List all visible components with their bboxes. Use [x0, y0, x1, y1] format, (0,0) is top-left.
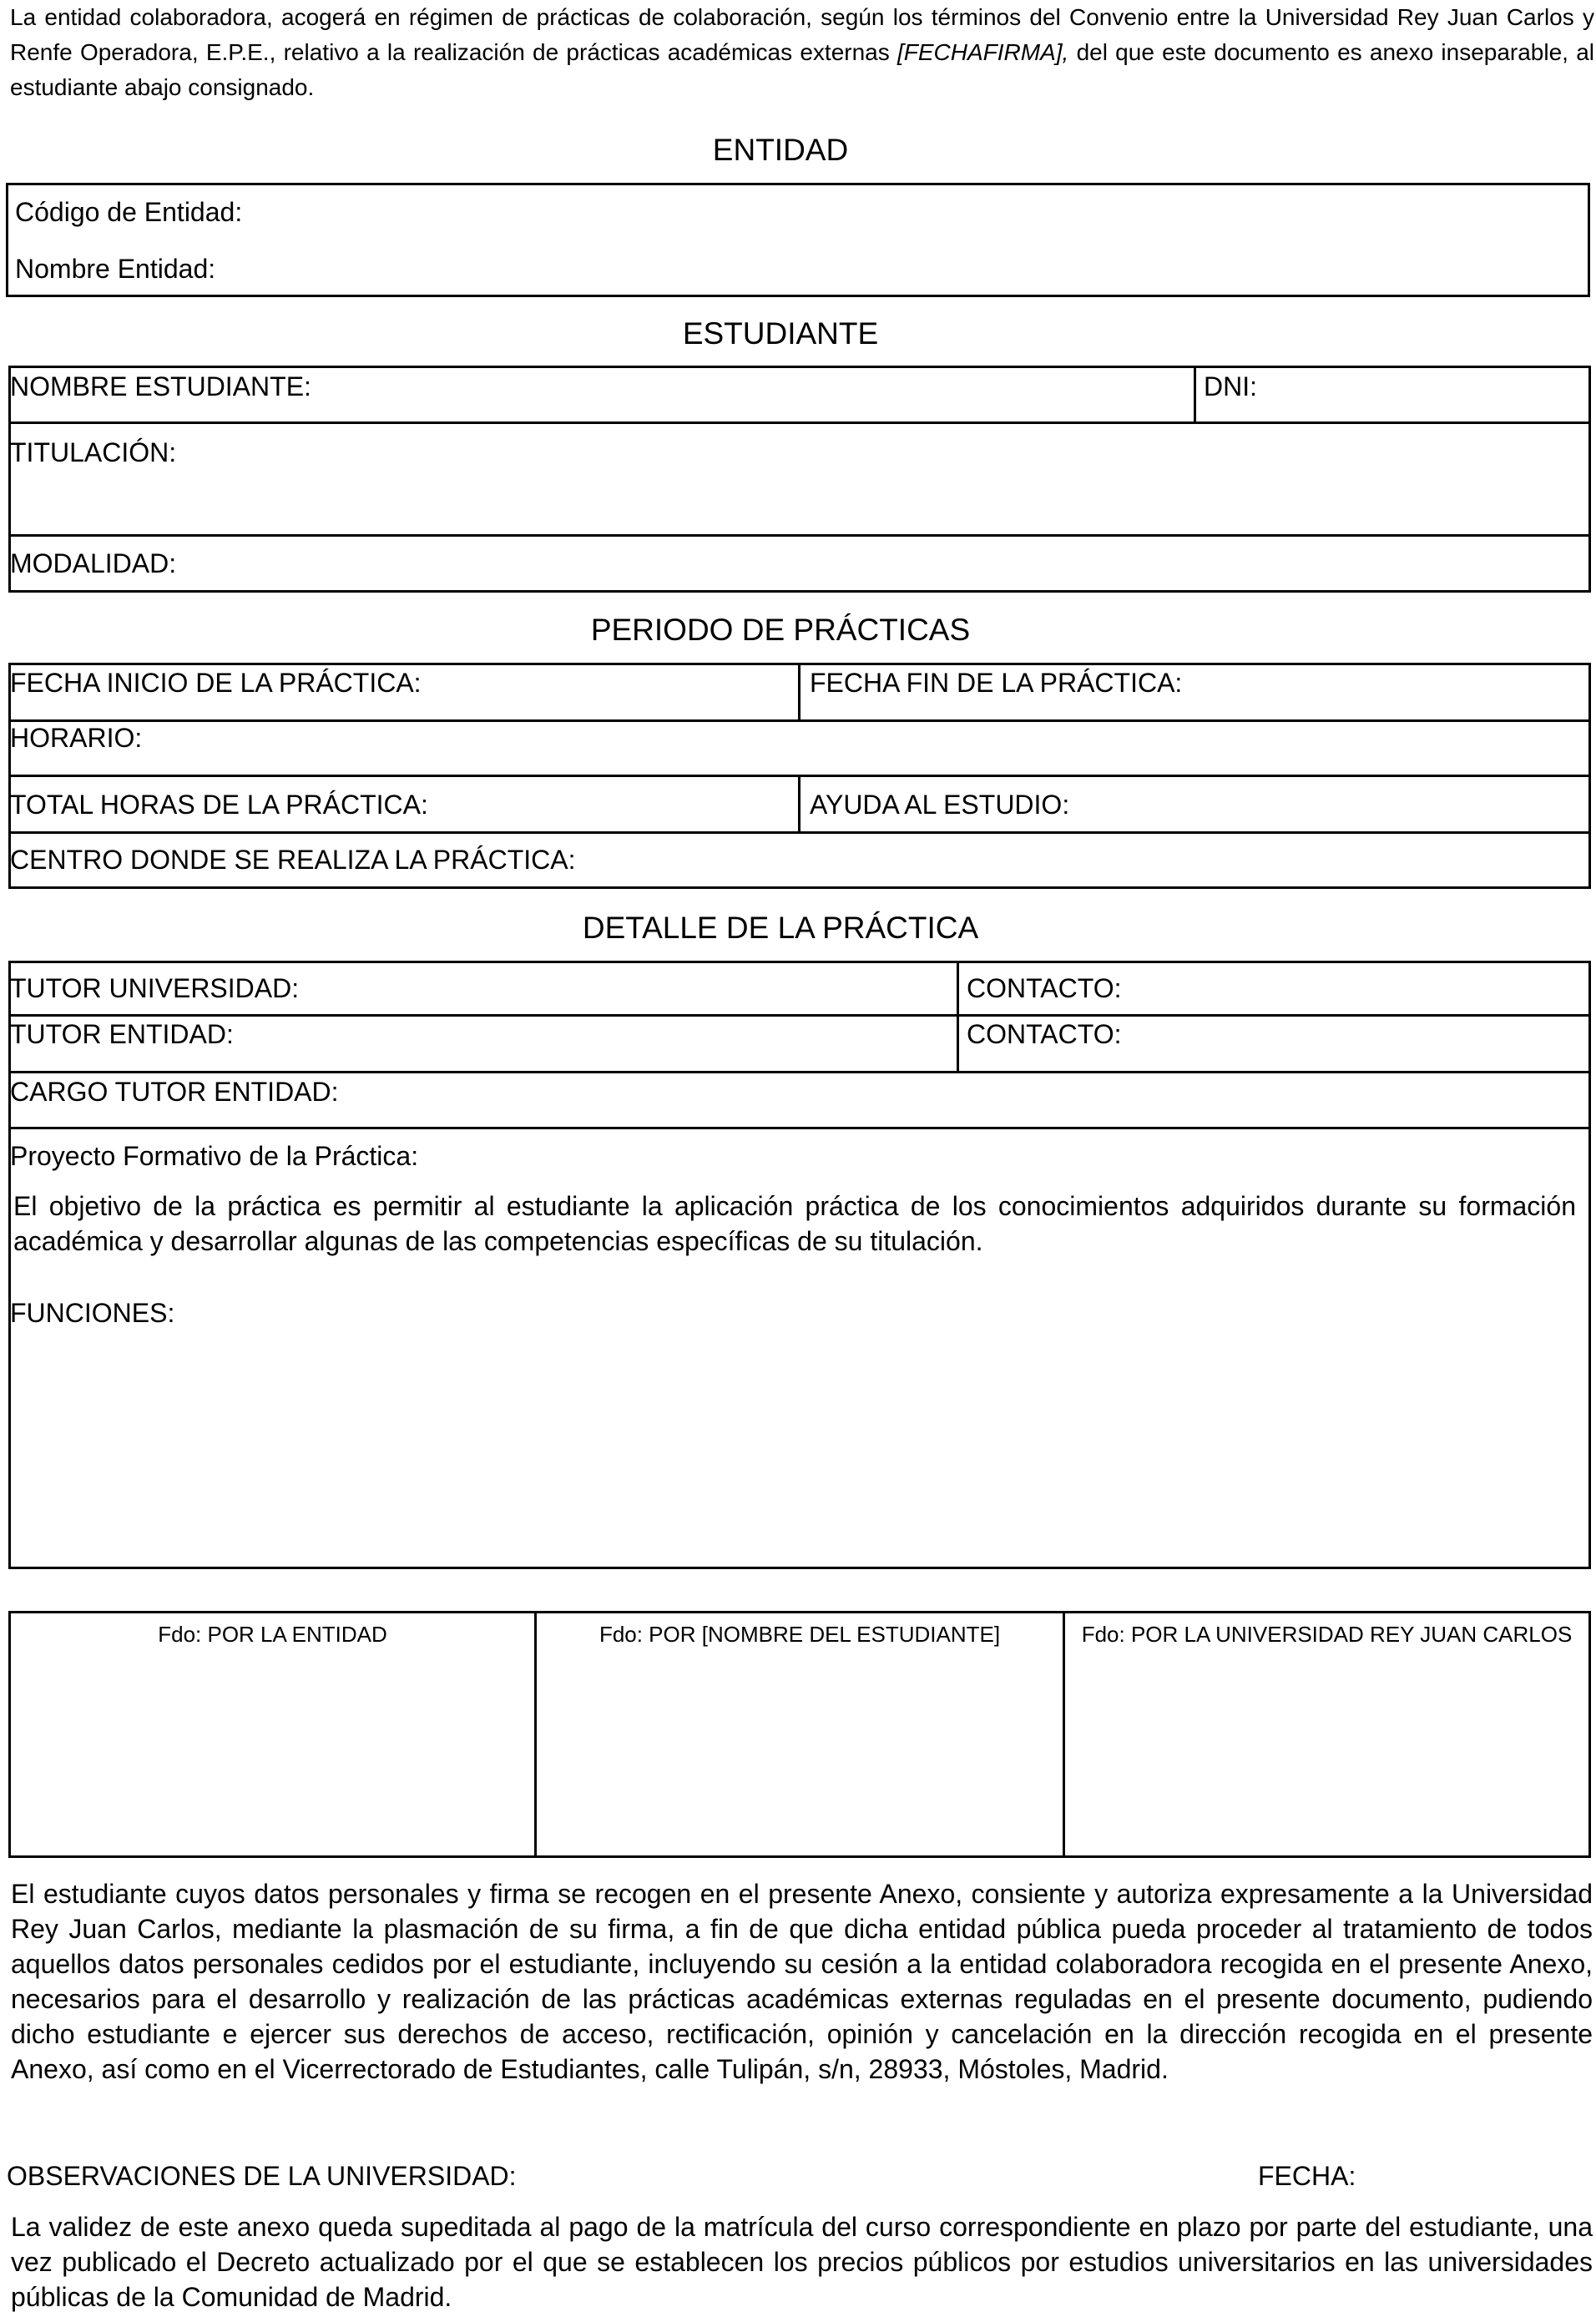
fecha-fin-label: FECHA FIN DE LA PRÁCTICA: — [810, 668, 1183, 698]
validez-text: La validez de este anexo queda supeditada al pago de la matrícula del curso correspondiente en plazo por parte del estudiante, una vez publicado el Decreto actualizado por el que se establecen los precios públicos por estudios universitarios en las universidades públicas de la Comunidad de Madrid. — [11, 2212, 1593, 2312]
periodo-row1-divider — [8, 719, 1591, 722]
funciones-label: FUNCIONES: — [10, 1298, 175, 1328]
detalle-row2-divider — [8, 1071, 1591, 1073]
contacto-universidad-label: CONTACTO: — [967, 973, 1122, 1003]
tutor-universidad-label: TUTOR UNIVERSIDAD: — [10, 973, 300, 1003]
periodo-row3-divider — [8, 831, 1591, 834]
firma-estudiante: Fdo: POR [NOMBRE DEL ESTUDIANTE] — [598, 1622, 1001, 1647]
entidad-box — [6, 183, 1590, 297]
consentimiento-text: El estudiante cuyos datos personales y firma se recogen en el presente Anexo, consiente y autoriza expresamente a la Universidad Rey Juan Carlos, mediante la plasmación de su firma, a fin de que dicha entidad pública pueda proceder al tratamiento de todos aquellos datos personales cedidos por el estudiante, incluyendo su cesión a la entidad colaboradora recogida en el presente Anexo, necesarios para el desarrollo y realización de las prácticas académicas externas reguladas en el presente documento, pudiendo dicho estudiante e ejercer sus derechos de acceso, rectificación, opinión y cancelación en la dirección recogida en el presente Anexo, así como en el Vicerrectorado de Estudiantes, calle Tulipán, s/n, 28933, Móstoles, Madrid. — [11, 1879, 1593, 2084]
intro-text-after: del que este documento es anexo inseparable, al estudiante abajo consignado. — [10, 39, 1594, 100]
periodo-heading: PERIODO DE PRÁCTICAS — [590, 613, 971, 647]
fecha-label: FECHA: — [1258, 2161, 1356, 2191]
codigo-entidad-label: Código de Entidad: — [15, 197, 243, 227]
entidad-heading: ENTIDAD — [712, 133, 849, 167]
estudiante-row1-divider — [8, 422, 1591, 424]
detalle-box — [8, 961, 1591, 1569]
nombre-estudiante-label: NOMBRE ESTUDIANTE: — [10, 371, 311, 401]
estudiante-heading: ESTUDIANTE — [682, 316, 879, 351]
centro-practica-label: CENTRO DONDE SE REALIZA LA PRÁCTICA: — [10, 845, 576, 875]
periodo-row3-divider-v — [798, 775, 801, 833]
periodo-row1-divider-v — [798, 663, 801, 721]
contacto-entidad-label: CONTACTO: — [967, 1019, 1122, 1049]
ayuda-estudio-label: AYUDA AL ESTUDIO: — [810, 790, 1070, 820]
firmas-box — [8, 1611, 1591, 1858]
firma-divider-1 — [534, 1611, 537, 1858]
cargo-tutor-label: CARGO TUTOR ENTIDAD: — [10, 1077, 339, 1107]
horario-label: HORARIO: — [10, 723, 143, 753]
modalidad-label: MODALIDAD: — [10, 548, 177, 578]
dni-label: DNI: — [1204, 371, 1257, 401]
fecha-inicio-label: FECHA INICIO DE LA PRÁCTICA: — [10, 668, 422, 698]
nombre-entidad-label: Nombre Entidad: — [15, 254, 216, 284]
dni-divider — [1194, 366, 1196, 423]
estudiante-row2-divider — [8, 534, 1591, 537]
tutor-entidad-label: TUTOR ENTIDAD: — [10, 1019, 234, 1049]
detalle-row1-divider — [8, 1014, 1591, 1017]
proyecto-formativo-label: Proyecto Formativo de la Práctica: — [10, 1141, 419, 1171]
fecha-firma-placeholder: [FECHAFIRMA], — [896, 39, 1069, 65]
firma-divider-2 — [1063, 1611, 1065, 1858]
firma-universidad: Fdo: POR LA UNIVERSIDAD REY JUAN CARLOS — [1081, 1622, 1573, 1647]
intro-paragraph — [10, 0, 1594, 105]
total-horas-label: TOTAL HORAS DE LA PRÁCTICA: — [10, 790, 428, 820]
observaciones-label: OBSERVACIONES DE LA UNIVERSIDAD: — [7, 2161, 517, 2191]
intro-text-before: La entidad colaboradora, acogerá en régimen de prácticas de colaboración, según los términos del Convenio entre la Universidad Rey Juan Carlos y Renfe Operadora, E.P.E., relativo a la realización de prácticas académicas externas — [10, 4, 1594, 65]
detalle-heading: DETALLE DE LA PRÁCTICA — [582, 911, 979, 945]
contacto-divider — [957, 961, 959, 1073]
objetivo-text: El objetivo de la práctica es permitir al estudiante la aplicación práctica de los conocimientos adquiridos durante su formación académica y desarrollar algunas de las competencias específicas de su titulación. — [13, 1191, 1576, 1256]
titulacion-label: TITULACIÓN: — [10, 437, 177, 467]
firma-entidad: Fdo: POR LA ENTIDAD — [158, 1622, 387, 1647]
detalle-row3-divider — [8, 1127, 1591, 1129]
